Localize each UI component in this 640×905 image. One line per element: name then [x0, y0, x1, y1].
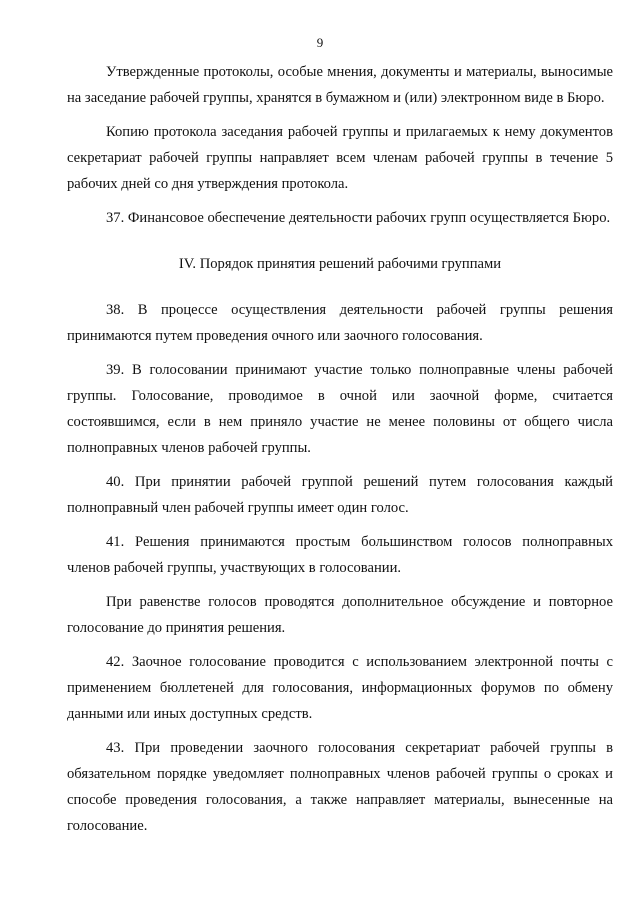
paragraph-37: 37. Финансовое обеспечение деятельности рабочих групп осуществляется Бюро. — [106, 210, 611, 226]
section-heading: IV. Порядок принятия решений рабочими группами — [178, 256, 502, 272]
paragraph-41: 41. Решения принимаются простым большинством голосов полноправных членов рабочей группы, участвующих в голосовании. — [67, 534, 613, 576]
paragraph-40: 40. При принятии рабочей группой решений путем голосования каждый полноправный член рабочей группы имеет один голос. — [67, 474, 613, 516]
document-body — [67, 59, 613, 839]
paragraph-41-tie: При равенстве голосов проводятся дополнительное обсуждение и повторное голосование до принятия решения. — [67, 594, 613, 636]
paragraph-39: 39. В голосовании принимают участие только полноправные члены рабочей группы. Голосование, проводимое в очной или заочной форме, считается состоявшимся, если в нем приняло участие не менее половины от общего числа полноправных членов рабочей группы. — [67, 362, 613, 456]
paragraph-protocol-copy: Копию протокола заседания рабочей группы и прилагаемых к нему документов секретариат рабочей группы направляет всем членам рабочей группы в течение 5 рабочих дней со дня утверждения протокола. — [67, 124, 613, 192]
paragraph-43: 43. При проведении заочного голосования секретариат рабочей группы в обязательном порядке уведомляет полноправных членов рабочей группы о сроках и способе проведения голосования, а также направляет материалы, вынесенные на голосование. — [67, 740, 613, 834]
paragraph-protocols-storage: Утвержденные протоколы, особые мнения, документы и материалы, выносимые на заседание рабочей группы, хранятся в бумажном и (или) электронном виде в Бюро. — [67, 64, 613, 106]
section-heading-wrap — [67, 251, 613, 277]
paragraph-38: 38. В процессе осуществления деятельности рабочей группы решения принимаются путем проведения очного или заочного голосования. — [67, 302, 613, 344]
paragraph-42: 42. Заочное голосование проводится с использованием электронной почты с применением бюллетеней для голосования, информационных форумов по обмену данными или иных доступных средств. — [67, 654, 613, 722]
page-number: 9 — [316, 35, 324, 50]
